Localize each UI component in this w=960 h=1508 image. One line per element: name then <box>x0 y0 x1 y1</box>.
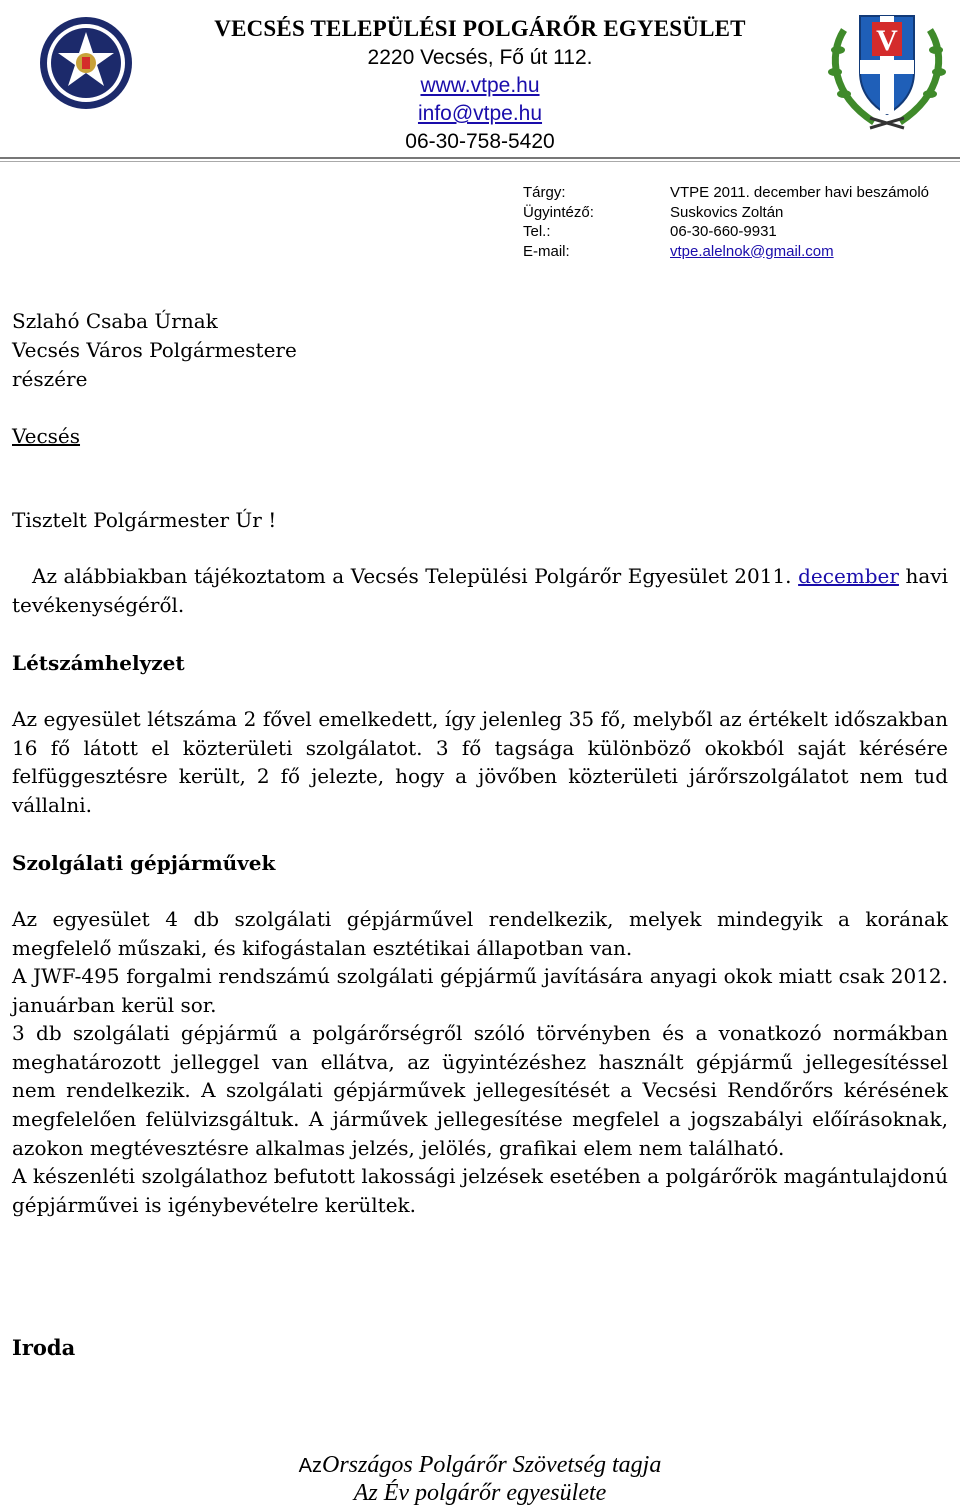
email-label: E-mail: <box>523 242 570 260</box>
subject-row <box>523 183 929 203</box>
intro-text-after: havi tevékenységéről. <box>12 564 949 617</box>
crest-letter: V <box>876 24 898 57</box>
vehicles-paragraph-1: Az egyesület 4 db szolgálati gépjárművel rendelkezik, melyek mindegyik a korának megfelelő műszaki, és kifogástalan esztétikai állapotban van. <box>12 907 948 960</box>
email-link[interactable]: info@vtpe.hu <box>417 102 543 125</box>
section-heading-staffing: Létszámhelyzet <box>12 651 185 675</box>
recipient-name: Szlahó Csaba Úrnak <box>12 309 218 333</box>
organization-name: VECSÉS TELEPÜLÉSI POLGÁRŐR EGYESÜLET <box>214 16 746 41</box>
tel-label: Tel.: <box>523 223 551 240</box>
vehicles-paragraph-4: A készenléti szolgálathoz befutott lakossági jelzések esetében a polgárőrök magántulajdonú gépjárművei is igénybevételre kerültek. <box>12 1164 948 1217</box>
subject-label: Tárgy: <box>523 184 566 201</box>
handler-value: Suskovics Zoltán <box>670 203 784 221</box>
footer-award: Az Év polgárőr egyesülete <box>353 1480 607 1506</box>
email-row <box>523 242 929 262</box>
organization-info <box>180 14 780 156</box>
salutation: Tisztelt Polgármester Úr ! <box>12 508 277 532</box>
contact-email-link[interactable]: vtpe.alelnok@gmail.com <box>670 242 834 260</box>
recipient-for: részére <box>12 367 88 391</box>
handler-row <box>523 203 929 223</box>
organization-address: 2220 Vecsés, Fő út 112. <box>367 46 593 69</box>
vehicles-paragraph-3: 3 db szolgálati gépjármű a polgárőrségről szóló törvényben és a vonatkozó normákban meghatározott jelleggel van ellátva, az ügyintézéshez használt gépjármű jellegesítéssel nem rendelkezik. A szolgálati gépjárművek jellegesítését a Vecsési Rendőrőrs kérésének megfelelően felülvizsgáltuk. A járművek jellegesítése megfelel a jogszabályi előírásoknak, azokon megtévesztésre alkalmas jelzés, jelölés, grafikai elem nem található. <box>12 1021 948 1160</box>
tel-value: 06-30-660-9931 <box>670 223 777 240</box>
organization-phone: 06-30-758-5420 <box>405 130 555 153</box>
intro-text-before: Az alábbiakban tájékoztatom a Vecsés Települési Polgárőr Egyesület 2011. <box>32 564 792 588</box>
recipient-title: Vecsés Város Polgármestere <box>12 338 297 362</box>
recipient-city: Vecsés <box>12 424 81 448</box>
section-heading-vehicles: Szolgálati gépjárművek <box>12 851 276 875</box>
subject-value: VTPE 2011. december havi beszámoló <box>670 184 930 201</box>
header-divider-thin <box>0 161 960 162</box>
vehicles-paragraph-2: A JWF-495 forgalmi rendszámú szolgálati gépjármű javítására anyagi okok miatt csak 2012. januárban kerül sor. <box>12 964 948 1017</box>
website-link[interactable]: www.vtpe.hu <box>420 74 540 97</box>
staffing-paragraph: Az egyesület létszáma 2 fővel emelkedett, így jelenleg 35 fő, melyből az értékelt időszakban 16 fő látott el közterületi szolgálatot. 3 fő tagsága különböző okokból saját kérésére felfüggesztésre került, 2 fő jelezte, hogy a jövőben közterületi járőrszolgálatot nem tud vállalni. <box>12 707 948 818</box>
polgaror-seal-logo <box>38 8 134 118</box>
handler-label: Ügyintéző: <box>523 203 594 221</box>
intro-paragraph <box>12 562 948 619</box>
letterhead <box>0 0 960 165</box>
section-heading-office: Iroda <box>12 1335 76 1360</box>
footer-membership <box>0 1452 960 1479</box>
december-link[interactable]: december <box>798 564 899 588</box>
footer-prefix: Az <box>298 1455 322 1477</box>
vecses-crest-logo <box>822 10 952 130</box>
footer-membership-text: Országos Polgárőr Szövetség tagja <box>322 1452 662 1478</box>
reference-block <box>523 183 929 261</box>
header-divider <box>0 157 960 159</box>
tel-row <box>523 222 929 242</box>
